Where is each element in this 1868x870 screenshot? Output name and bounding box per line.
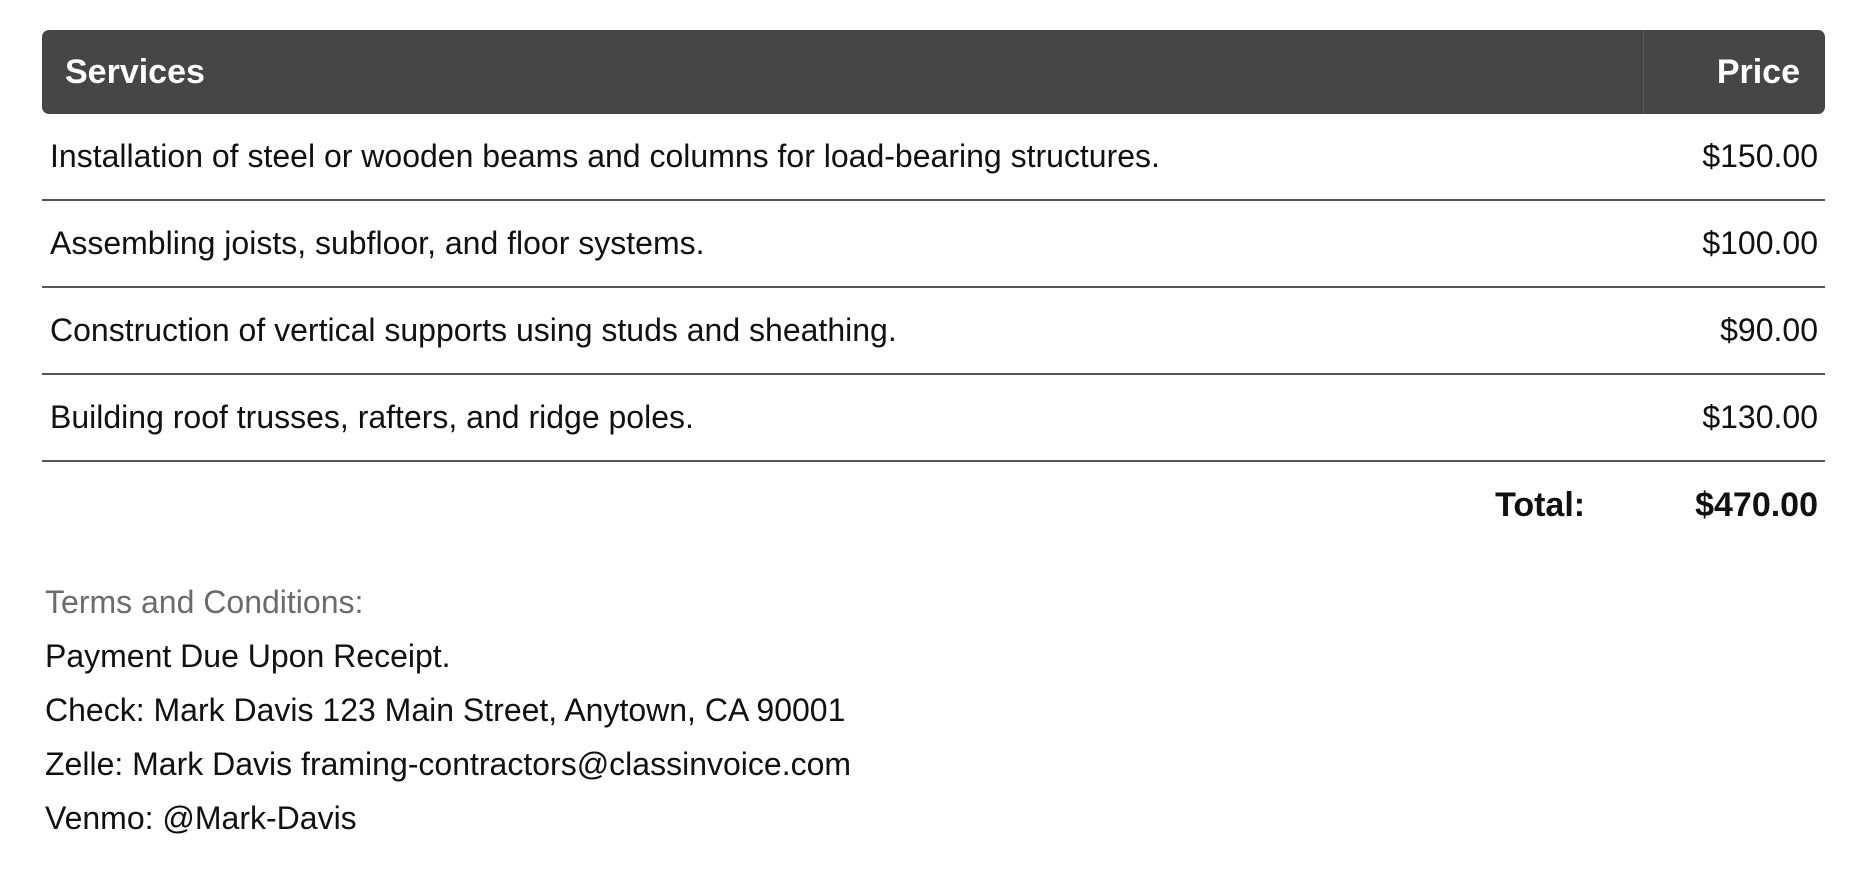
table-header — [42, 30, 1825, 114]
terms-zelle: Zelle: Mark Davis framing-contractors@classinvoice.com — [45, 746, 852, 782]
total-row — [42, 462, 1825, 548]
terms-check: Check: Mark Davis 123 Main Street, Anytown, CA 90001 — [45, 692, 846, 728]
service-price: $150.00 — [1702, 138, 1818, 174]
service-description: Installation of steel or wooden beams and columns for load-bearing structures. — [50, 138, 1160, 174]
service-price: $130.00 — [1702, 399, 1818, 435]
services-table — [42, 30, 1825, 548]
service-description: Assembling joists, subfloor, and floor systems. — [50, 225, 705, 261]
table-row — [42, 201, 1825, 288]
service-description: Construction of vertical supports using studs and sheathing. — [50, 312, 897, 348]
service-price: $100.00 — [1702, 225, 1818, 261]
price-column-header: Price — [1643, 30, 1825, 114]
service-price: $90.00 — [1720, 312, 1818, 348]
service-description: Building roof trusses, rafters, and ridge poles. — [50, 399, 694, 435]
total-label: Total: — [1495, 485, 1586, 524]
table-row — [42, 288, 1825, 375]
table-row — [42, 375, 1825, 462]
terms-title: Terms and Conditions: — [45, 584, 364, 620]
table-row — [42, 114, 1825, 201]
services-column-header: Services — [65, 52, 205, 91]
terms-payment-due: Payment Due Upon Receipt. — [45, 638, 451, 674]
total-value: $470.00 — [1695, 485, 1818, 524]
terms-venmo: Venmo: @Mark-Davis — [45, 800, 357, 836]
terms-section — [45, 582, 851, 852]
